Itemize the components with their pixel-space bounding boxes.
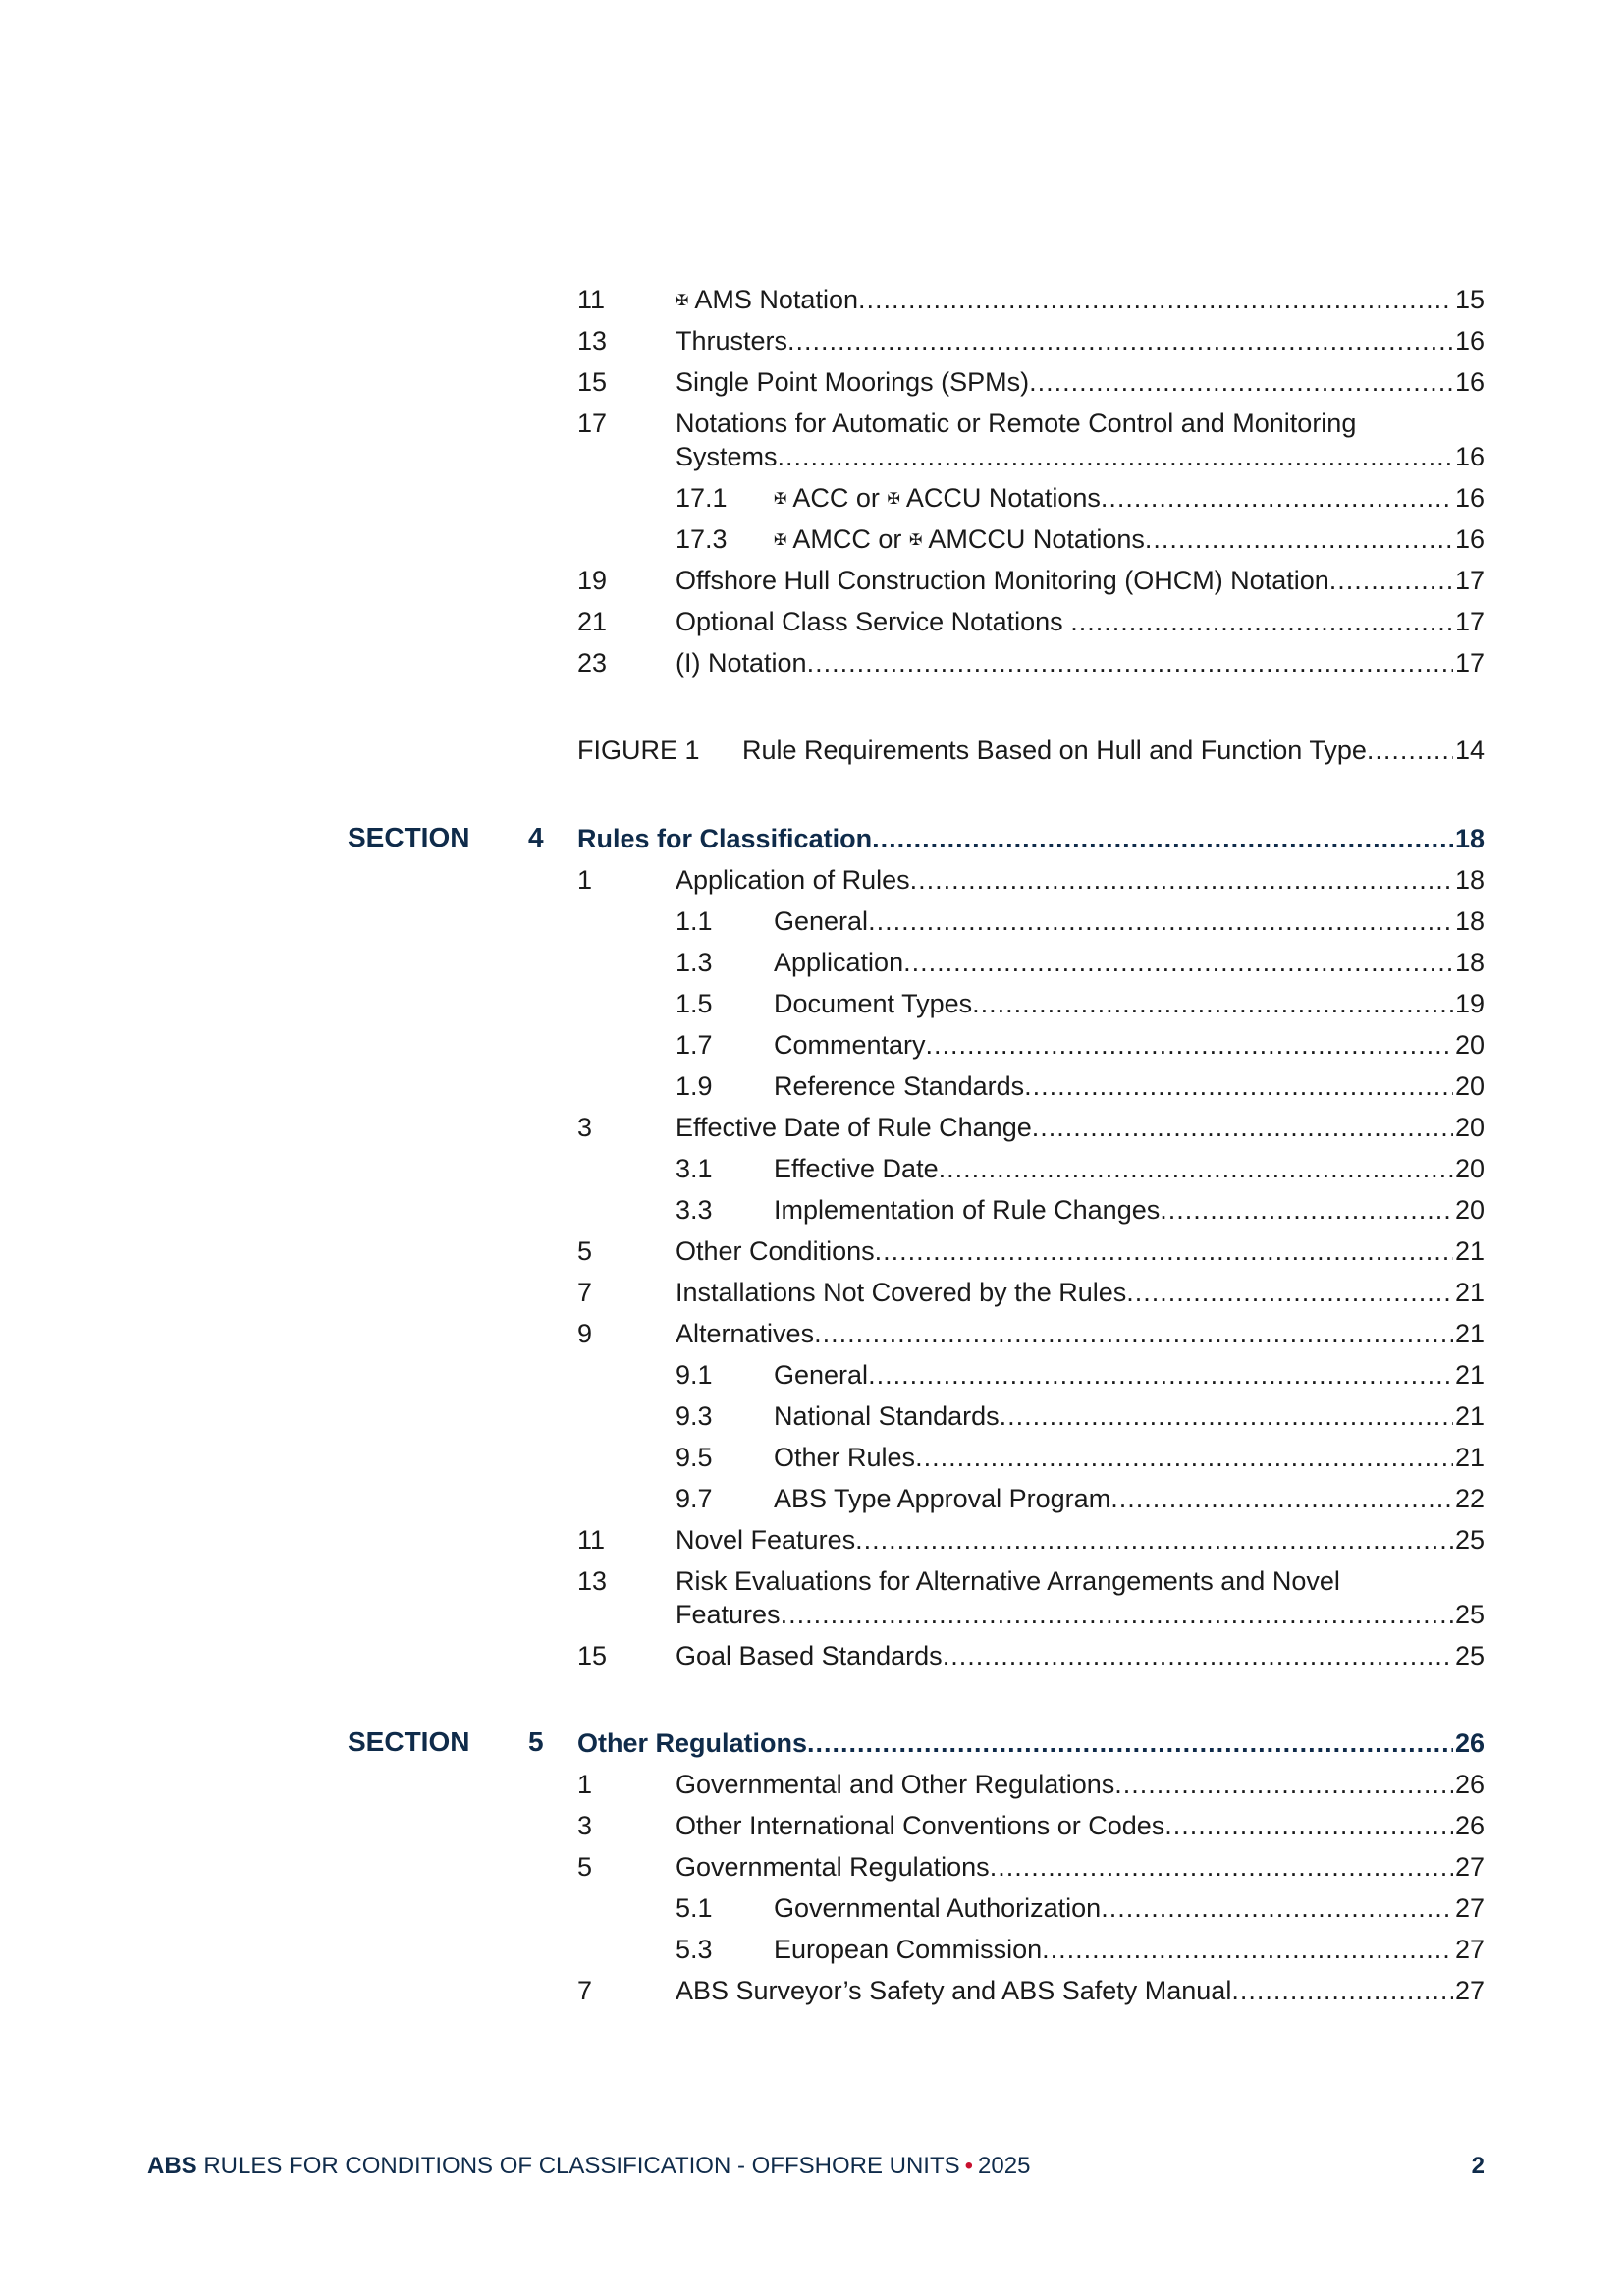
maltese-cross-icon: ✠	[676, 293, 689, 309]
toc-figure-1[interactable]: FIGURE 1 Rule Requirements Based on Hull and Function Type ..... 14	[577, 734, 1485, 767]
toc-section-5[interactable]: Other Regulations ..... 26	[577, 1726, 1485, 1760]
maltese-cross-icon: ✠	[774, 532, 787, 549]
section-5-label: SECTION	[348, 1726, 470, 1757]
toc-entry[interactable]: 3 Effective Date of Rule Change ..... 20	[577, 1111, 1485, 1144]
footer-year: 2025	[978, 2153, 1031, 2179]
toc-entry[interactable]: 3.1 Effective Date ..... 20	[577, 1152, 1485, 1185]
toc-entry-17-3[interactable]: 17.3 ✠ AMCC or ✠ AMCCU Notations ..... 16	[577, 522, 1485, 556]
toc-entry[interactable]: 5 Other Conditions ..... 21	[577, 1234, 1485, 1268]
toc-section-4[interactable]: Rules for Classification ..... 18	[577, 822, 1485, 855]
toc-entry-17-1[interactable]: 17.1 ✠ ACC or ✠ ACCU Notations ..... 16	[577, 481, 1485, 515]
toc-entry-21[interactable]: 21 Optional Class Service Notations ..... 17	[577, 605, 1485, 638]
toc-entry[interactable]: 1 Application of Rules ..... 18	[577, 863, 1485, 897]
toc-entry[interactable]: 1.9 Reference Standards ..... 20	[577, 1069, 1485, 1103]
maltese-cross-icon: ✠	[774, 491, 787, 508]
toc-entry-15[interactable]: 15 Single Point Moorings (SPMs) ..... 16	[577, 365, 1485, 399]
toc-entry[interactable]: 1.5 Document Types ..... 19	[577, 987, 1485, 1020]
toc-entry[interactable]: 9.1 General ..... 21	[577, 1358, 1485, 1392]
footer-bullet: •	[964, 2153, 974, 2179]
toc-entry-17-cont[interactable]: Systems ..... 16	[577, 440, 1485, 473]
toc-entry-23[interactable]: 23 (I) Notation ..... 17	[577, 646, 1485, 680]
toc-entry[interactable]: 5.1 Governmental Authorization ..... 27	[577, 1891, 1485, 1925]
toc-entry[interactable]: 9.5 Other Rules ..... 21	[577, 1441, 1485, 1474]
toc-entry-19[interactable]: 19 Offshore Hull Construction Monitoring (OHCM) Notation ..... 17	[577, 564, 1485, 597]
toc-entry[interactable]: 15 Goal Based Standards ..... 25	[577, 1639, 1485, 1672]
toc-entry[interactable]: 1.3 Application ..... 18	[577, 946, 1485, 979]
toc-entry[interactable]: 1.7 Commentary ..... 20	[577, 1028, 1485, 1062]
section-4-number: 4	[528, 822, 544, 852]
maltese-cross-icon: ✠	[908, 532, 923, 549]
section-5-number: 5	[528, 1726, 544, 1757]
page-number: 2	[1471, 2153, 1485, 2179]
toc-entry[interactable]: 7 Installations Not Covered by the Rules ..... 21	[577, 1276, 1485, 1309]
toc-entry[interactable]: 3 Other International Conventions or Codes ..... 26	[577, 1809, 1485, 1842]
toc-entry[interactable]: 5 Governmental Regulations ..... 27	[577, 1850, 1485, 1884]
toc-entry[interactable]: 5.3 European Commission ..... 27	[577, 1933, 1485, 1966]
page-footer	[147, 2153, 1485, 2180]
footer-brand: ABS	[147, 2153, 197, 2179]
maltese-cross-icon: ✠	[887, 491, 900, 508]
toc-entry-17[interactable]: 17 Notations for Automatic or Remote Control and Monitoring	[577, 409, 1357, 438]
toc-entry-11[interactable]: 11 ✠ AMS Notation ..... 15	[577, 283, 1485, 316]
toc-entry-cont[interactable]: Features ..... 25	[577, 1598, 1485, 1631]
toc-entry-13[interactable]: 13 Thrusters ..... 16	[577, 324, 1485, 357]
toc-entry[interactable]: 1 Governmental and Other Regulations ..... 26	[577, 1768, 1485, 1801]
toc-entry[interactable]: 1.1 General ..... 18	[577, 904, 1485, 938]
toc-entry[interactable]: 9 Alternatives ..... 21	[577, 1317, 1485, 1350]
toc-entry[interactable]: 9.7 ABS Type Approval Program ..... 22	[577, 1482, 1485, 1515]
footer-title: RULES FOR CONDITIONS OF CLASSIFICATION - OFFSHORE UNITS	[203, 2153, 960, 2179]
toc-entry[interactable]: 3.3 Implementation of Rule Changes ..... 20	[577, 1193, 1485, 1227]
toc-entry[interactable]: 11 Novel Features ..... 25	[577, 1523, 1485, 1557]
toc-entry[interactable]: 9.3 National Standards ..... 21	[577, 1399, 1485, 1433]
section-4-label: SECTION	[348, 822, 470, 852]
toc-entry[interactable]: 13 Risk Evaluations for Alternative Arrangements and Novel	[577, 1566, 1340, 1596]
toc-entry[interactable]: 7 ABS Surveyor’s Safety and ABS Safety Manual ..... 27	[577, 1974, 1485, 2007]
